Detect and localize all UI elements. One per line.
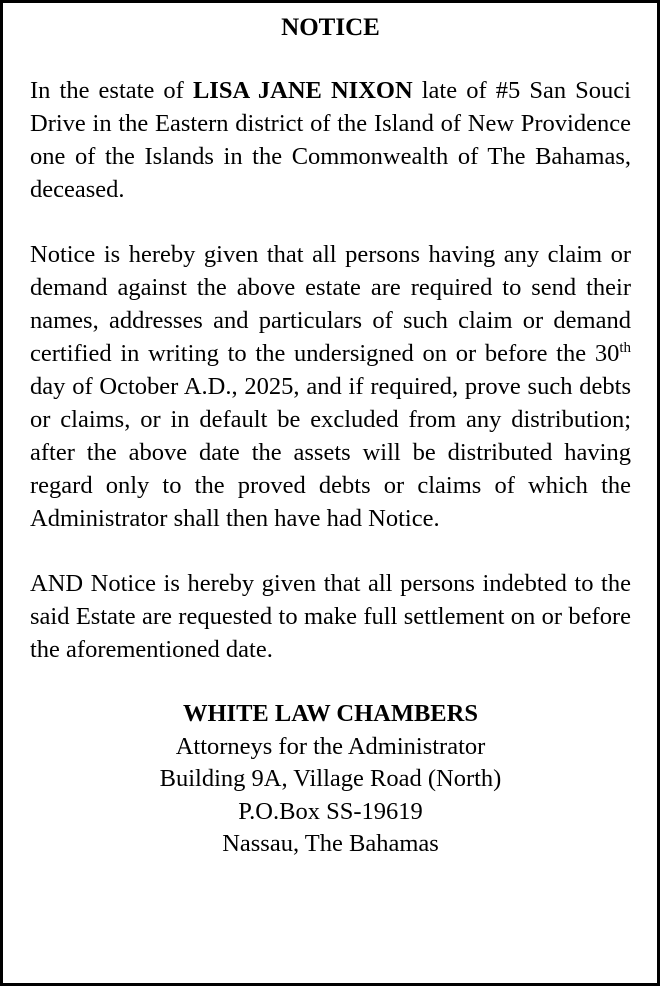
estate-prefix: In the estate of <box>30 77 193 104</box>
firm-role: Attorneys for the Administrator <box>175 732 486 760</box>
claims-paragraph <box>30 238 631 535</box>
address-line-3: Nassau, The Bahamas <box>222 830 439 857</box>
settlement-paragraph: AND Notice is hereby given that all persons indebted to the said Estate are requested to make full settlement on or before the aforementioned date. <box>30 570 631 663</box>
date-ordinal: th <box>619 340 631 356</box>
estate-paragraph <box>30 74 631 206</box>
address-line-1: Building 9A, Village Road (North) <box>159 765 502 792</box>
firm-name: WHITE LAW CHAMBERS <box>183 700 478 727</box>
notice-title: NOTICE <box>281 14 380 41</box>
claims-text-before: Notice is hereby given that all persons having any claim or demand against the above estate are required to send their names, addresses and particulars of such claim or demand certified in writing to the undersigned on or before the 30 <box>30 241 631 367</box>
estate-suffix: late of #5 San Souci Drive in the Eastern district of the Island of New Providence one of the Islands in the Commonwealth of The Bahamas, deceased. <box>30 77 631 203</box>
claims-text-after: day of October A.D., 2025, and if required, prove such debts or claims, or in default be excluded from any distribution; after the above date the assets will be distributed having regard only to the proved debts or claims of which the Administrator shall then have had Notice. <box>30 373 631 532</box>
address-line-2: P.O.Box SS-19619 <box>238 797 423 825</box>
deceased-name: LISA JANE NIXON <box>192 77 413 104</box>
signature-block <box>30 698 631 861</box>
